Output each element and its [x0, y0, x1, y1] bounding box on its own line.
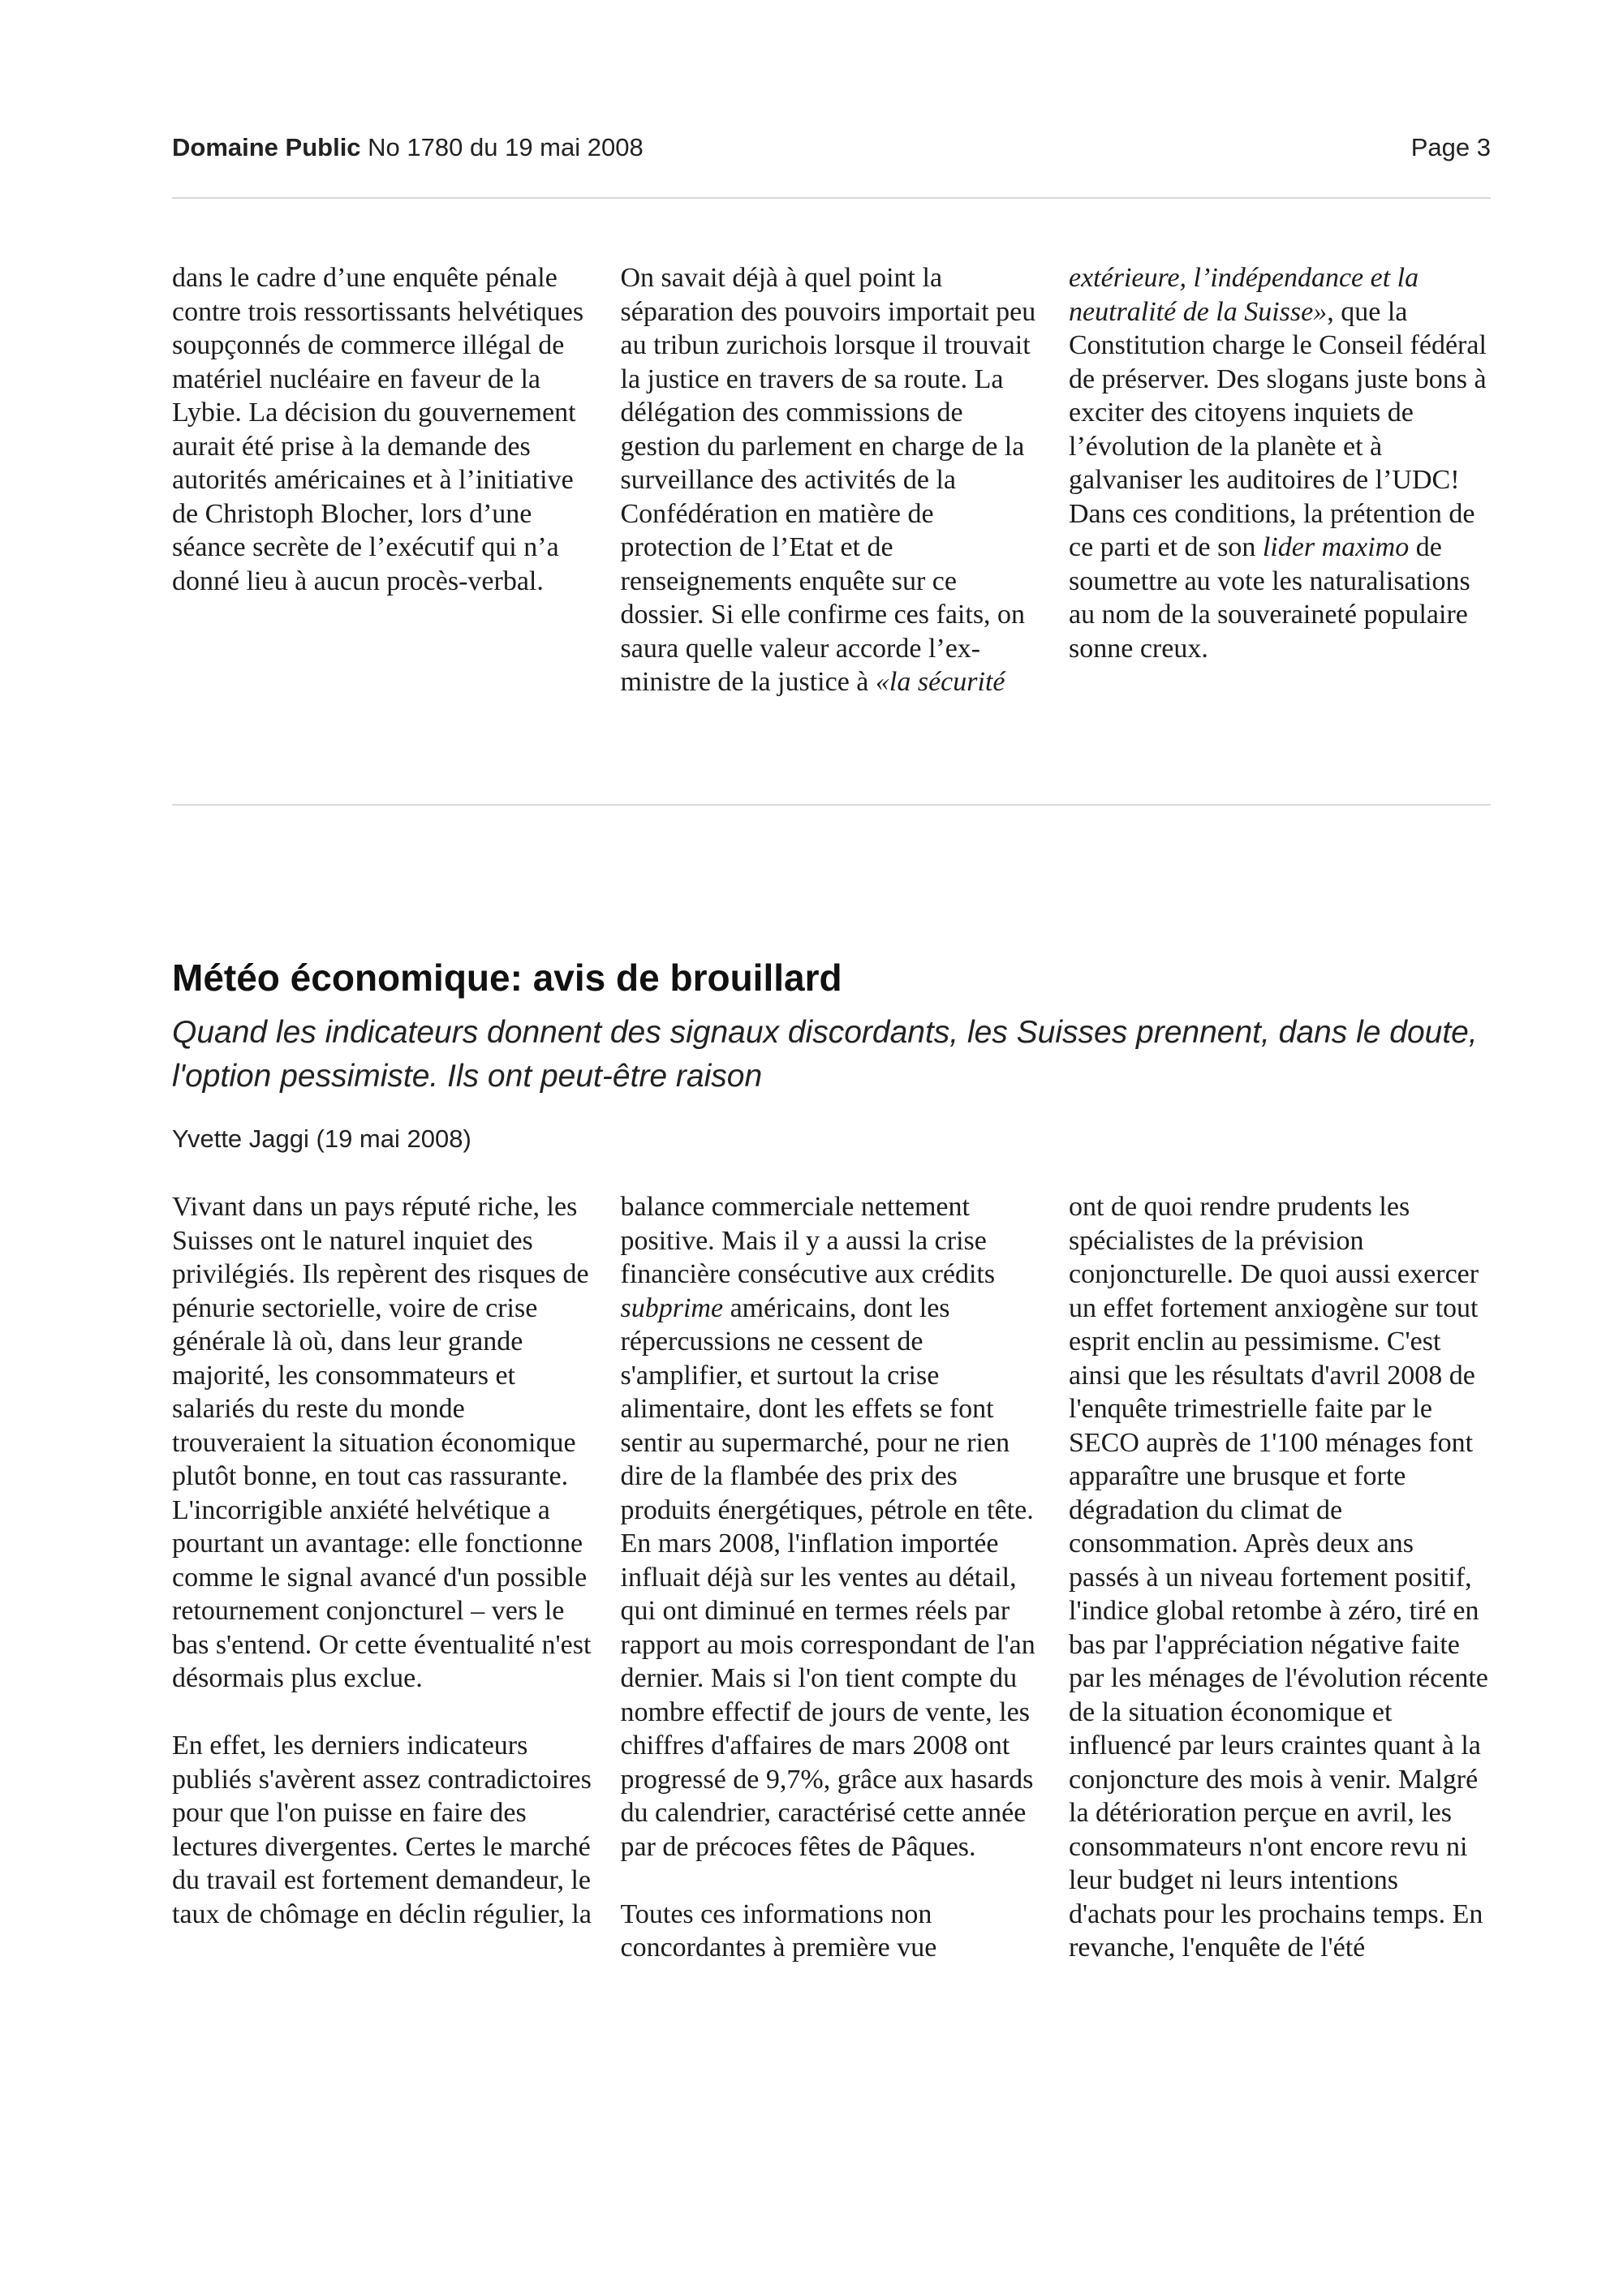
prev-column-3 — [1069, 261, 1491, 699]
prev-col3-paragraph — [1069, 261, 1491, 665]
page-number: Page 3 — [1410, 133, 1491, 161]
prev-col3-text-b: de soumettre au vote les naturalisations au nom de la souveraineté populaire sonne creux. — [1069, 532, 1470, 664]
article-byline: Yvette Jaggi (19 mai 2008) — [172, 1124, 471, 1153]
header-divider — [172, 197, 1491, 199]
prev-col3-text-a: , que la Constitution charge le Conseil fédéral de préserver. Des slogans juste bons à exciter des citoyens inquiets de l’évolution de la planète et à galvaniser les auditoires de l’UDC! Dans ces conditions, la prétention de ce parti et de son — [1069, 296, 1487, 562]
col1-paragraph-1: Vivant dans un pays réputé riche, les Suisses ont le naturel inquiet des privilégiés. Ils repèrent des risques de pénurie sectorielle, voire de crise générale là où, dans leur grande majorité, les consommateurs et salariés du reste du monde trouveraient la situation économique plutôt bonne, en tout cas rassurante. L'incorrigible anxiété helvétique a pourtant un avantage: elle fonctionne comme le signal avancé d'un possible retournement conjoncturel – vers le bas s'entend. Or cette éventualité n'est désormais plus exclue. — [172, 1192, 592, 1693]
article-column-3 — [1069, 1190, 1491, 1965]
article-title: Météo économique: avis de brouillard — [172, 957, 842, 999]
previous-article-columns — [172, 261, 1491, 699]
prev-col2-paragraph — [621, 261, 1043, 699]
article-column-1 — [172, 1190, 594, 1965]
publication-name: Domaine Public — [172, 133, 361, 161]
col1-paragraph-2: En effet, les derniers indicateurs publiés s'avèrent assez contradictoires pour que l'on puisse en faire des lectures divergentes. Certes le marché du travail est fortement demandeur, le taux de chômage en déclin régulier, la — [172, 1731, 592, 1929]
article-subtitle: Quand les indicateurs donnent des signaux discordants, les Suisses prennent, dans le doute, l'option pessimiste. Ils ont peut-être raison — [172, 1015, 1478, 1094]
issue-info: No 1780 du 19 mai 2008 — [368, 133, 644, 161]
article-columns — [172, 1190, 1491, 1965]
col2-text-a: balance commerciale nettement positive. Mais il y a aussi la crise financière consécutive aux crédits — [620, 1192, 996, 1289]
page-header — [172, 133, 1491, 169]
col2-paragraph-2: Toutes ces informations non concordantes à première vue — [620, 1898, 937, 1963]
col3-paragraph-1: ont de quoi rendre prudents les spécialistes de la prévision conjoncturelle. De quoi aussi exercer un effet fortement anxiogène sur tout esprit enclin au pessimisme. C'est ainsi que les résultats d'avril 2008 de l'enquête trimestrielle faite par le SECO auprès de 1'100 ménages font apparaître une brusque et forte dégradation du climat de consommation. Après deux ans passés à un niveau fortement positif, l'indice global retombe à zéro, tiré en bas par l'appréciation négative faite par les ménages de l'évolution récente de la situation économique et influencé par leurs craintes quant à la conjoncture des mois à venir. Malgré la détérioration perçue en avril, les consommateurs n'ont encore revu ni leur budget ni leurs intentions d'achats pour les prochains temps. En revanche, l'enquête de l'été — [1069, 1192, 1488, 1963]
prev-col2-text: On savait déjà à quel point la séparation des pouvoirs importait peu au tribun zurichois lorsque il trouvait la justice en travers de sa route. La délégation des commissions de gestion du parlement en charge de la surveillance des activités de la Confédération en matière de protection de l’Etat et de renseignements enquête sur ce dossier. Si elle confirme ces faits, on saura quelle valeur accorde l’ex-ministre de la justice à — [620, 263, 1036, 697]
prev-col1-text: dans le cadre d’une enquête pénale contre trois ressortissants helvétiques soupçonnés de commerce illégal de matériel nucléaire en faveur de la Lybie. La décision du gouvernement aurait été prise à la demande des autorités américaines et à l’initiative de Christoph Blocher, lors d’une séance secrète de l’exécutif qui n’a donné lieu à aucun procès-verbal. — [172, 263, 584, 596]
prev-col3-italic-term: lider maximo — [1262, 532, 1410, 562]
article-column-2 — [621, 1190, 1043, 1965]
col2-paragraph-1 — [621, 1190, 1043, 1864]
article-divider — [172, 804, 1491, 806]
col2-italic-term: subprime — [620, 1292, 724, 1323]
col2-text-b: américains, dont les répercussions ne cessent de s'amplifier, et surtout la crise alimentaire, dont les effets se font sentir au supermarché, pour ne rien dire de la flambée des prix des produits énergétiques, pétrole en tête. En mars 2008, l'inflation importée influait déjà sur les ventes au détail, qui ont diminué en termes réels par rapport au mois correspondant de l'an dernier. Mais si l'on tient compte du nombre effectif de jours de vente, les chiffres d'affaires de mars 2008 ont progressé de 9,7%, grâce aux hasards du calendrier, caractérisé cette année par de précoces fêtes de Pâques. — [620, 1292, 1035, 1862]
prev-column-1 — [172, 261, 594, 699]
prev-col2-quote: «la sécurité — [875, 667, 1005, 697]
prev-col3-quote: extérieure, l’indépendance et la neutralité de la Suisse» — [1069, 263, 1419, 327]
prev-column-2 — [621, 261, 1043, 699]
